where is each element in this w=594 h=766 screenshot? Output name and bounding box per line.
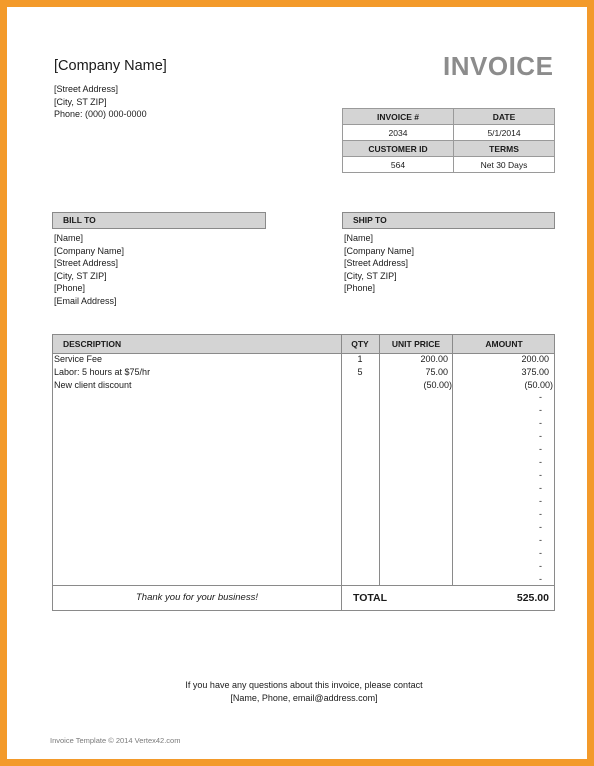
unit-price-column-header: UNIT PRICE xyxy=(391,339,441,349)
item-qty: 1 xyxy=(357,354,363,364)
bill-to-name: [Name] xyxy=(54,233,84,243)
item-amount: (50.00) xyxy=(524,380,553,390)
bill-to-phone: [Phone] xyxy=(54,283,86,293)
table-row xyxy=(53,379,554,392)
ship-to-street: [Street Address] xyxy=(344,258,409,268)
line-items-header xyxy=(53,335,554,354)
contact-details: [Name, Phone, email@address.com] xyxy=(230,693,378,703)
empty-amount: - xyxy=(539,483,542,493)
item-description: Service Fee xyxy=(54,354,103,364)
contact-note xyxy=(7,679,594,705)
item-description: Labor: 5 hours at $75/hr xyxy=(54,367,151,377)
ship-to-header: SHIP TO xyxy=(342,212,555,229)
empty-amount: - xyxy=(539,535,542,545)
bill-to-email: [Email Address] xyxy=(54,295,117,306)
bill-to-company: [Company Name] xyxy=(54,245,125,256)
ship-to-city: [City, ST ZIP] xyxy=(344,270,397,281)
date-value: 5/1/2014 xyxy=(454,125,555,141)
item-unit-price: (50.00) xyxy=(423,380,452,390)
empty-amount: - xyxy=(539,405,542,415)
ship-to-name: [Name] xyxy=(344,233,374,243)
customer-id-header: CUSTOMER ID xyxy=(343,141,454,157)
thank-you-note: Thank you for your business! xyxy=(136,592,258,603)
total-label: TOTAL xyxy=(353,592,388,604)
item-unit-price: 200.00 xyxy=(420,354,448,364)
empty-amount: - xyxy=(539,522,542,532)
qty-column-header: QTY xyxy=(351,339,369,349)
company-street: [Street Address] xyxy=(54,84,119,94)
empty-amount: - xyxy=(539,496,542,506)
empty-amount: - xyxy=(539,418,542,428)
bill-to-street: [Street Address] xyxy=(54,258,119,268)
date-header: DATE xyxy=(454,109,555,125)
invoice-number-value: 2034 xyxy=(343,125,454,141)
terms-value: Net 30 Days xyxy=(454,157,555,173)
table-row xyxy=(53,366,554,379)
company-name: [Company Name] xyxy=(54,58,167,74)
ship-to-company: [Company Name] xyxy=(344,245,415,256)
ship-to-phone: [Phone] xyxy=(344,283,376,293)
company-address xyxy=(54,83,147,121)
empty-amount: - xyxy=(539,509,542,519)
item-amount: 200.00 xyxy=(521,354,549,364)
empty-amount: - xyxy=(539,457,542,467)
amount-column-header: AMOUNT xyxy=(485,339,523,349)
contact-line: If you have any questions about this invoice, please contact xyxy=(185,680,423,690)
empty-amount: - xyxy=(539,392,542,402)
invoice-title: INVOICE xyxy=(443,51,554,81)
item-amount: 375.00 xyxy=(521,367,549,377)
customer-id-value: 564 xyxy=(343,157,454,173)
empty-amount: - xyxy=(539,470,542,480)
copyright-text: Invoice Template © 2014 Vertex42.com xyxy=(50,736,181,745)
table-row xyxy=(53,353,554,366)
item-description: New client discount xyxy=(54,380,132,390)
ship-to-details xyxy=(344,232,414,295)
item-qty: 5 xyxy=(357,367,363,377)
bill-to-header: BILL TO xyxy=(52,212,266,229)
description-column-header: DESCRIPTION xyxy=(63,339,122,349)
company-city: [City, ST ZIP] xyxy=(54,96,107,107)
empty-amount: - xyxy=(539,431,542,441)
empty-amount: - xyxy=(539,574,542,584)
bill-to-city: [City, ST ZIP] xyxy=(54,270,107,281)
line-items-table xyxy=(52,334,555,611)
company-phone: Phone: (000) 000-0000 xyxy=(54,109,147,119)
invoice-number-header: INVOICE # xyxy=(343,109,454,125)
total-amount: 525.00 xyxy=(516,592,549,604)
empty-amount: - xyxy=(539,444,542,454)
invoice-meta-table xyxy=(342,108,555,173)
terms-header: TERMS xyxy=(454,141,555,157)
bill-to-details xyxy=(54,232,124,307)
empty-amount: - xyxy=(539,548,542,558)
item-unit-price: 75.00 xyxy=(425,367,448,377)
empty-amount: - xyxy=(539,561,542,571)
